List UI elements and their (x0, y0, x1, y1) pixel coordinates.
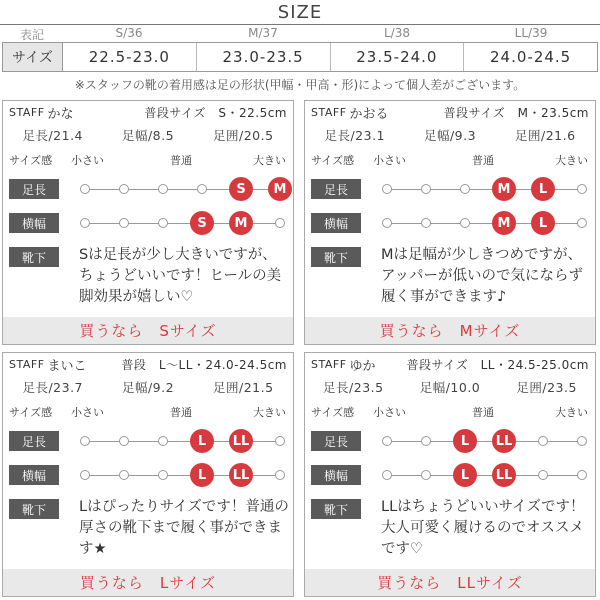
scale-large-label: 大きい (253, 154, 286, 167)
staff-header (305, 101, 595, 123)
size-feel-label: サイズ感 (9, 154, 53, 167)
staff-panel (304, 100, 596, 345)
size-fit-mark: LL (492, 429, 516, 453)
scale-dot (119, 218, 129, 228)
size-fit-mark: LL (492, 463, 516, 487)
scale-dot (275, 218, 285, 228)
scale-dot (538, 436, 548, 446)
staff-comment: LLはちょうどいいサイズです！大人可愛く履けるのでオススメです♡ (381, 499, 585, 557)
scale-dot (577, 436, 587, 446)
scale-dot (158, 436, 168, 446)
foot-measurements (305, 126, 595, 144)
size-fit-mark: L (453, 429, 477, 453)
foot-girth-value: 足囲/21.5 (212, 380, 274, 395)
foot-width-value: 足幅/8.5 (121, 128, 175, 143)
recommended-size: 買うなら LLサイズ (305, 569, 595, 596)
size-fit-mark: M (268, 177, 292, 201)
scale-dot (197, 184, 207, 194)
staff-panel (2, 100, 294, 345)
scale-track (387, 475, 582, 476)
row-label-shoes: 靴下 (311, 247, 361, 267)
foot-measurements (3, 126, 293, 144)
foot-girth-value: 足囲/23.5 (516, 380, 577, 395)
scale-dot (80, 436, 90, 446)
size-header-ll: LL/39 (514, 26, 548, 40)
foot-measurements (305, 378, 595, 396)
size-range-m: 23.0-23.5 (197, 43, 331, 71)
staff-name: かおる (349, 106, 389, 122)
staff-name: まいこ (47, 358, 87, 374)
scale-dot (577, 218, 587, 228)
foot-width-value: 足幅/9.2 (121, 380, 175, 395)
scale-dot (382, 470, 392, 480)
row-label-length: 足長 (311, 179, 361, 199)
scale-dot (119, 470, 129, 480)
scale-dot (80, 218, 90, 228)
row-label-shoes: 靴下 (9, 499, 59, 519)
scale-dot (460, 218, 470, 228)
row-label-length: 足長 (9, 431, 59, 451)
scale-dot (382, 436, 392, 446)
staff-panel (304, 352, 596, 597)
size-fit-mark: M (492, 177, 516, 201)
scale-small-label: 小さい (373, 154, 406, 167)
size-table-row (2, 42, 598, 72)
size-range-s: 22.5-23.0 (63, 43, 197, 71)
size-fit-mark: LL (229, 463, 253, 487)
scale-large-label: 大きい (555, 154, 588, 167)
size-fit-mark: L (453, 463, 477, 487)
size-range-ll: 24.0-24.5 (490, 48, 572, 66)
size-fit-mark: L (190, 429, 214, 453)
staff-panel (2, 352, 294, 597)
row-label-width: 横幅 (9, 465, 59, 485)
scale-header (3, 404, 293, 420)
staff-comment: Mは足幅が少しきつめですが、アッパーが低いので気にならず履く事ができます♪ (381, 247, 583, 305)
row-label-width: 横幅 (9, 213, 59, 233)
staff-header (3, 101, 293, 123)
scale-dot (382, 218, 392, 228)
scale-large-label: 大きい (253, 406, 286, 419)
usual-size: 普段サイズ M・23.5cm (443, 105, 589, 120)
scale-dot (80, 470, 90, 480)
scale-track (387, 441, 582, 442)
usual-size: 普段サイズ S・22.5cm (144, 105, 287, 120)
staff-name: ゆか (349, 358, 376, 374)
scale-dot (382, 184, 392, 194)
staff-name: かな (47, 106, 74, 122)
size-fit-mark: S (229, 177, 253, 201)
foot-girth-value: 足囲/21.6 (514, 128, 576, 143)
fit-disclaimer: ※スタッフの靴の着用感は足の形状(甲幅・甲高・形)によって個人差がございます。 (74, 78, 526, 92)
scale-dot (275, 436, 285, 446)
scale-normal-label: 普通 (170, 406, 192, 419)
size-fit-mark: M (229, 211, 253, 235)
scale-normal-label: 普通 (472, 154, 494, 167)
scale-header (305, 404, 595, 420)
staff-label: STAFF (9, 357, 45, 371)
scale-dot (421, 470, 431, 480)
size-feel-label: サイズ感 (9, 406, 53, 419)
foot-width-value: 足幅/10.0 (419, 380, 481, 395)
size-fit-mark: M (492, 211, 516, 235)
size-header-l: L/38 (384, 26, 410, 40)
scale-normal-label: 普通 (472, 406, 494, 419)
staff-header (3, 353, 293, 375)
foot-length-value: 足長/23.1 (324, 128, 386, 143)
row-label-length: 足長 (9, 179, 59, 199)
title-divider (0, 24, 600, 25)
staff-comment: Sは足長が少し大きいですが、ちょうどいいです！ヒールの美脚効果が嬉しい♡ (79, 247, 282, 305)
staff-header (305, 353, 595, 375)
scale-header (305, 152, 595, 168)
staff-label: STAFF (311, 105, 347, 119)
size-range-l: 23.5-24.0 (331, 43, 465, 71)
size-feel-label: サイズ感 (311, 406, 355, 419)
size-feel-label: サイズ感 (311, 154, 355, 167)
row-label-width: 横幅 (311, 213, 361, 233)
row-label-shoes: 靴下 (311, 499, 361, 519)
size-table-header-label: 表記 (19, 28, 44, 42)
usual-size: 普段 L〜LL・24.0-24.5cm (121, 357, 287, 372)
scale-dot (158, 218, 168, 228)
scale-dot (119, 184, 129, 194)
scale-dot (460, 184, 470, 194)
scale-normal-label: 普通 (170, 154, 192, 167)
scale-small-label: 小さい (71, 406, 104, 419)
row-label-length: 足長 (311, 431, 361, 451)
scale-dot (421, 218, 431, 228)
size-fit-mark: LL (229, 429, 253, 453)
size-fit-mark: L (531, 211, 555, 235)
staff-label: STAFF (9, 105, 45, 119)
scale-dot (577, 184, 587, 194)
staff-comment: Lはぴったりサイズです！普通の厚さの靴下まで履く事ができます★ (79, 499, 289, 557)
scale-dot (158, 470, 168, 480)
recommended-size: 買うなら Mサイズ (305, 317, 595, 344)
row-label-shoes: 靴下 (9, 247, 59, 267)
scale-dot (577, 470, 587, 480)
foot-measurements (3, 378, 293, 396)
size-fit-mark: L (531, 177, 555, 201)
scale-small-label: 小さい (71, 154, 104, 167)
usual-size: 普段サイズ LL・24.5-25.0cm (406, 357, 589, 372)
foot-length-value: 足長/23.7 (22, 380, 84, 395)
scale-header (3, 152, 293, 168)
scale-dot (158, 184, 168, 194)
foot-length-value: 足長/23.5 (323, 380, 384, 395)
scale-dot (421, 184, 431, 194)
foot-length-value: 足長/21.4 (22, 128, 84, 143)
scale-dot (538, 470, 548, 480)
page-title: SIZE (277, 2, 323, 23)
scale-dot (80, 184, 90, 194)
scale-dot (119, 436, 129, 446)
size-header-m: M/37 (248, 26, 278, 40)
recommended-size: 買うなら Sサイズ (3, 317, 293, 344)
scale-large-label: 大きい (555, 406, 588, 419)
size-fit-mark: S (190, 211, 214, 235)
scale-dot (275, 470, 285, 480)
size-row-label: サイズ (3, 43, 63, 71)
scale-small-label: 小さい (373, 406, 406, 419)
foot-girth-value: 足囲/20.5 (212, 128, 274, 143)
size-fit-mark: L (190, 463, 214, 487)
staff-label: STAFF (311, 357, 347, 371)
row-label-width: 横幅 (311, 465, 361, 485)
recommended-size: 買うなら Lサイズ (3, 569, 293, 596)
foot-width-value: 足幅/9.3 (423, 128, 477, 143)
scale-dot (421, 436, 431, 446)
size-header-s: S/36 (115, 26, 143, 40)
